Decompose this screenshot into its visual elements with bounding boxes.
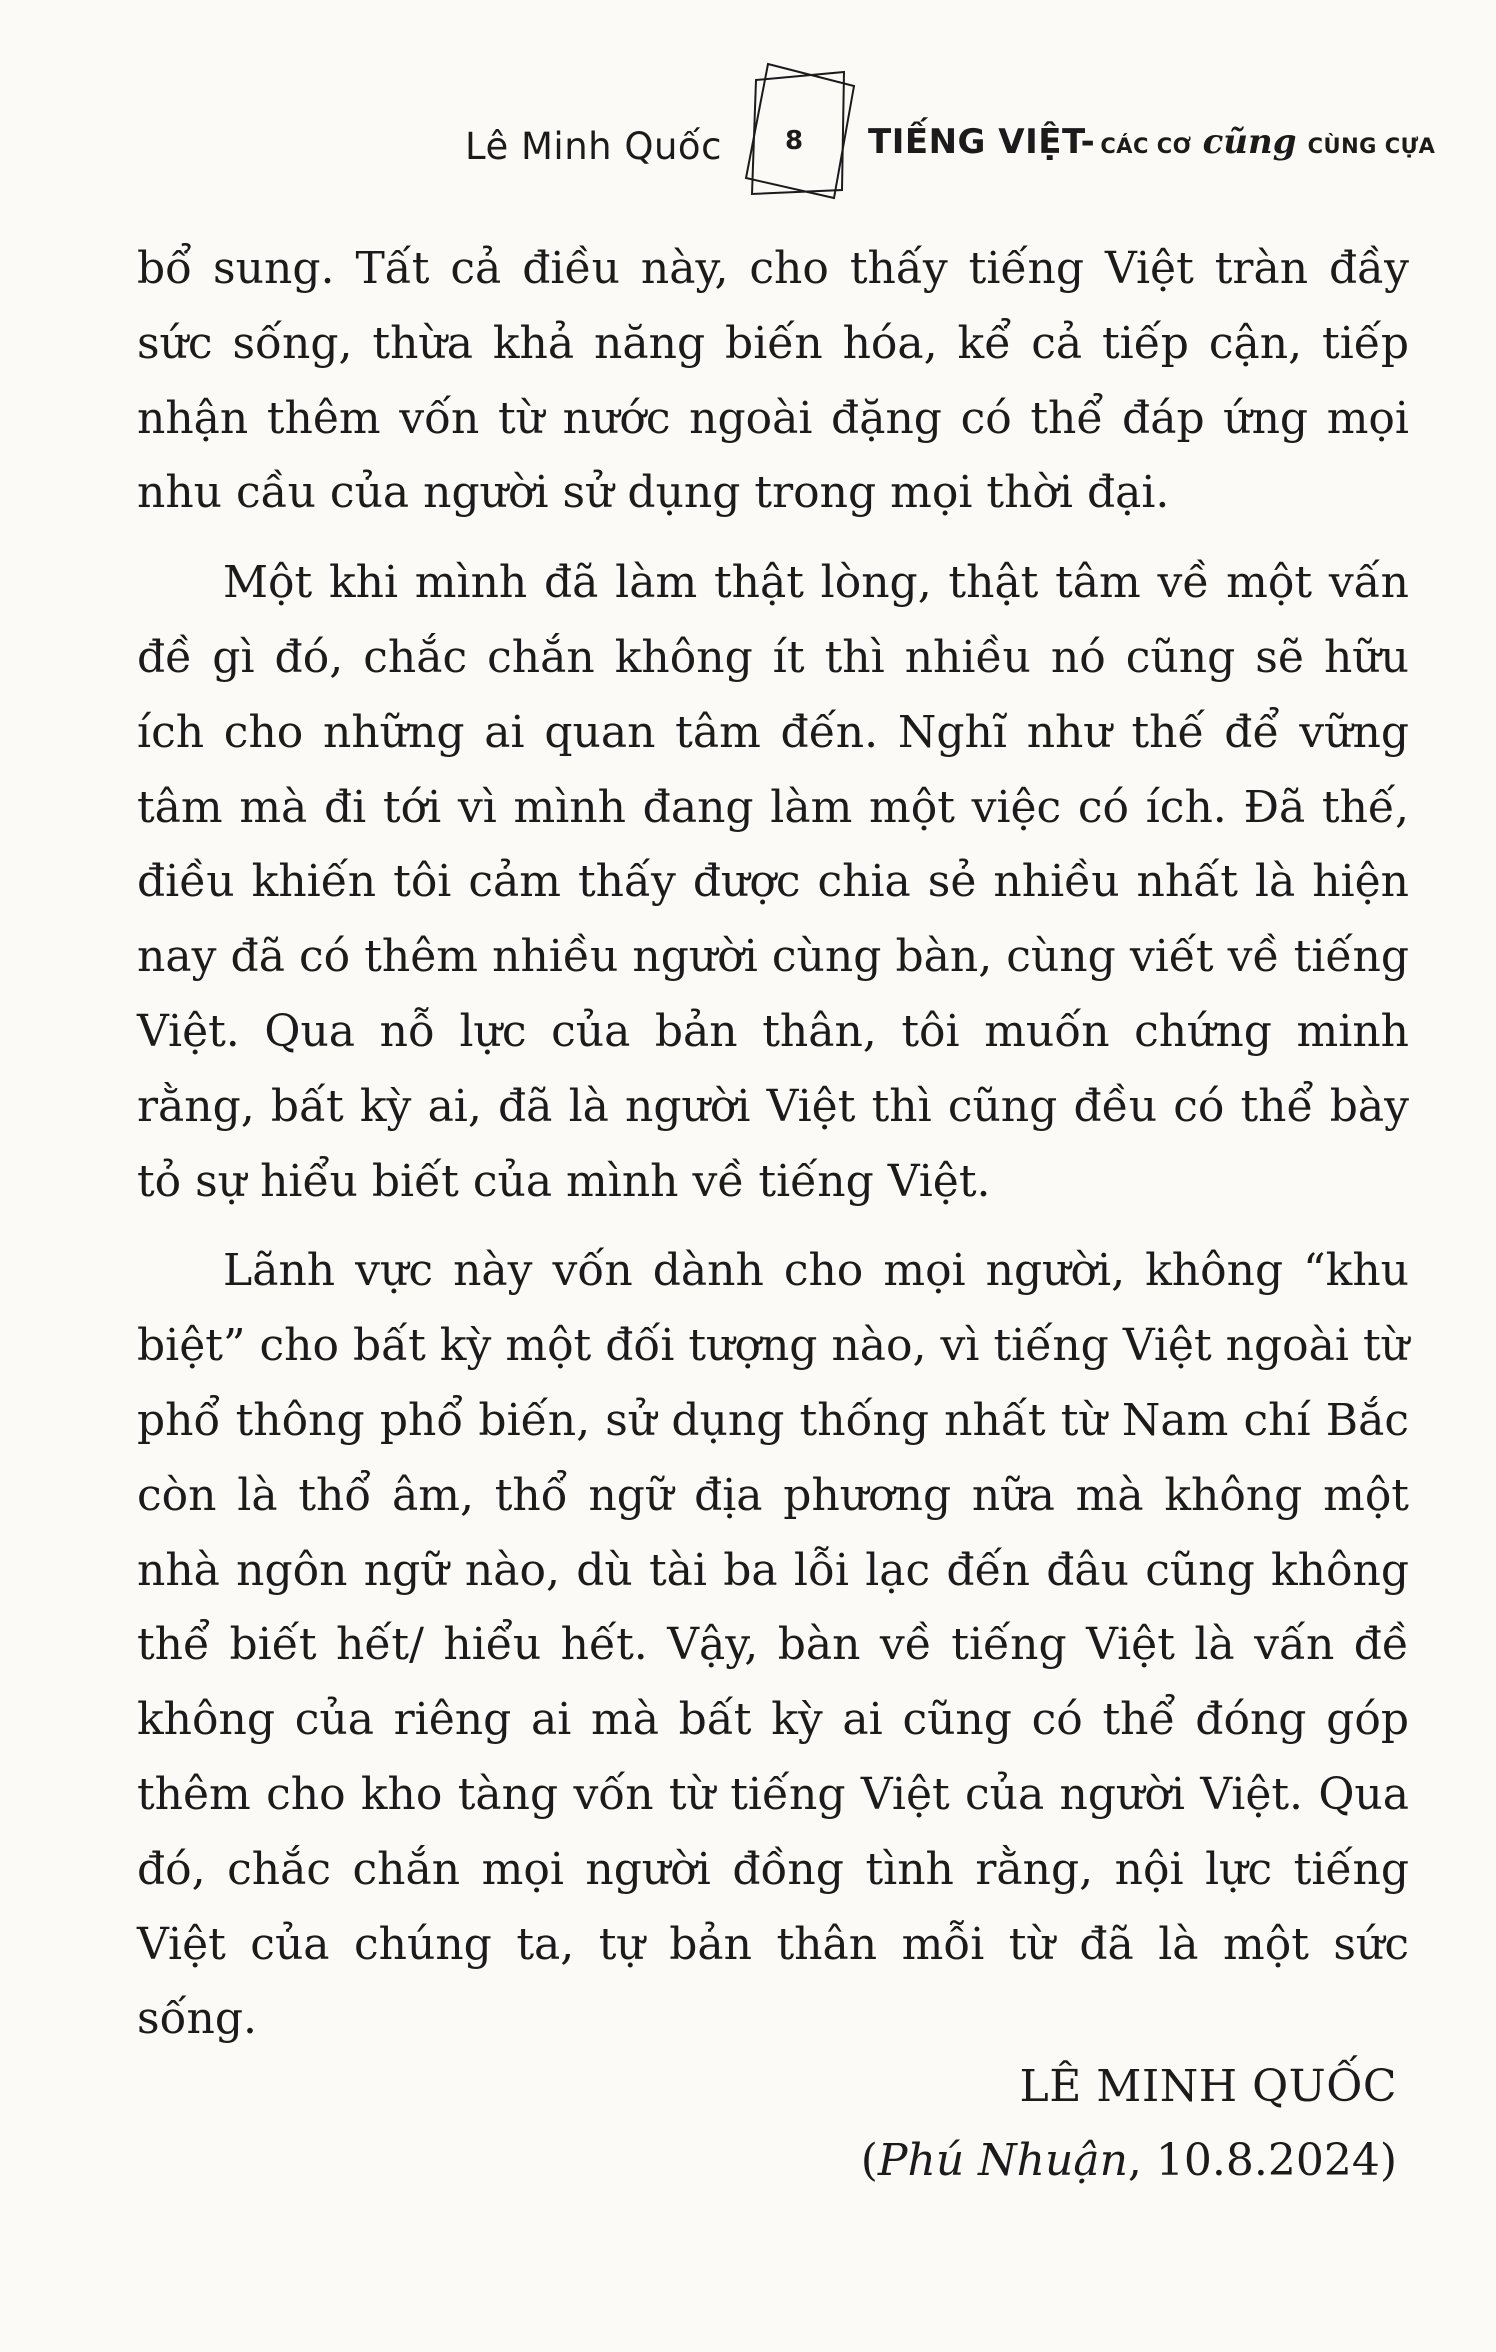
running-header	[0, 60, 1496, 210]
paragraph-2: Một khi mình đã làm thật lòng, thật tâm về một vấn đề gì đó, chắc chắn không ít thì nhiều nó cũng sẽ hữu ích cho những ai quan tâm đến. Nghĩ như thế để vững tâm mà đi tới vì mình đang làm một việc có ích. Đã thế, điều khiến tôi cảm thấy được chia sẻ nhiều nhất là hiện nay đã có thêm nhiều người cùng bàn, cùng viết về tiếng Việt. Qua nỗ lực của bản thân, tôi muốn chứng minh rằng, bất kỳ ai, đã là người Việt thì cũng đều có thể bày tỏ sự hiểu biết của mình về tiếng Việt.	[137, 557, 1409, 1207]
body-text	[137, 232, 1409, 2072]
signature-date: , 10.8.2024)	[1127, 2135, 1397, 2186]
signature-place: Phú Nhuận	[877, 2135, 1128, 2186]
book-title-main: TIẾNG VIỆT-	[868, 122, 1096, 162]
header-book-title	[868, 122, 1435, 162]
page-number: 8	[784, 126, 804, 156]
book-title-script: cũng	[1202, 122, 1297, 162]
header-author: Lê Minh Quốc	[465, 125, 722, 168]
paragraph-1: bổ sung. Tất cả điều này, cho thấy tiếng Việt tràn đầy sức sống, thừa khả năng biến hóa, kể cả tiếp cận, tiếp nhận thêm vốn từ nước ngoài đặng có thể đáp ứng mọi nhu cầu của người sử dụng trong mọi thời đại.	[137, 243, 1409, 519]
open-paren: (	[860, 2135, 878, 2186]
page-number-box	[742, 60, 862, 200]
book-title-part-2: CÙNG CỰA	[1307, 134, 1436, 158]
paragraph-3: Lãnh vực này vốn dành cho mọi người, không “khu biệt” cho bất kỳ một đối tượng nào, vì tiếng Việt ngoài từ phổ thông phổ biến, sử dụng thống nhất từ Nam chí Bắc còn là thổ âm, thổ ngữ địa phương nữa mà không một nhà ngôn ngữ nào, dù tài ba lỗi lạc đến đâu cũng không thể biết hết/ hiểu hết. Vậy, bàn về tiếng Việt là vấn đề không của riêng ai mà bất kỳ ai cũng có thể đóng góp thêm cho kho tàng vốn từ tiếng Việt của người Việt. Qua đó, chắc chắn mọi người đồng tình rằng, nội lực tiếng Việt của chúng ta, tự bản thân mỗi từ đã là một sức sống.	[137, 1245, 1409, 2045]
signature-place-date	[861, 2124, 1397, 2198]
book-title-part-1: CÁC CƠ	[1100, 134, 1192, 158]
signature-block	[861, 2050, 1397, 2198]
signature-name: LÊ MINH QUỐC	[1019, 2061, 1397, 2112]
